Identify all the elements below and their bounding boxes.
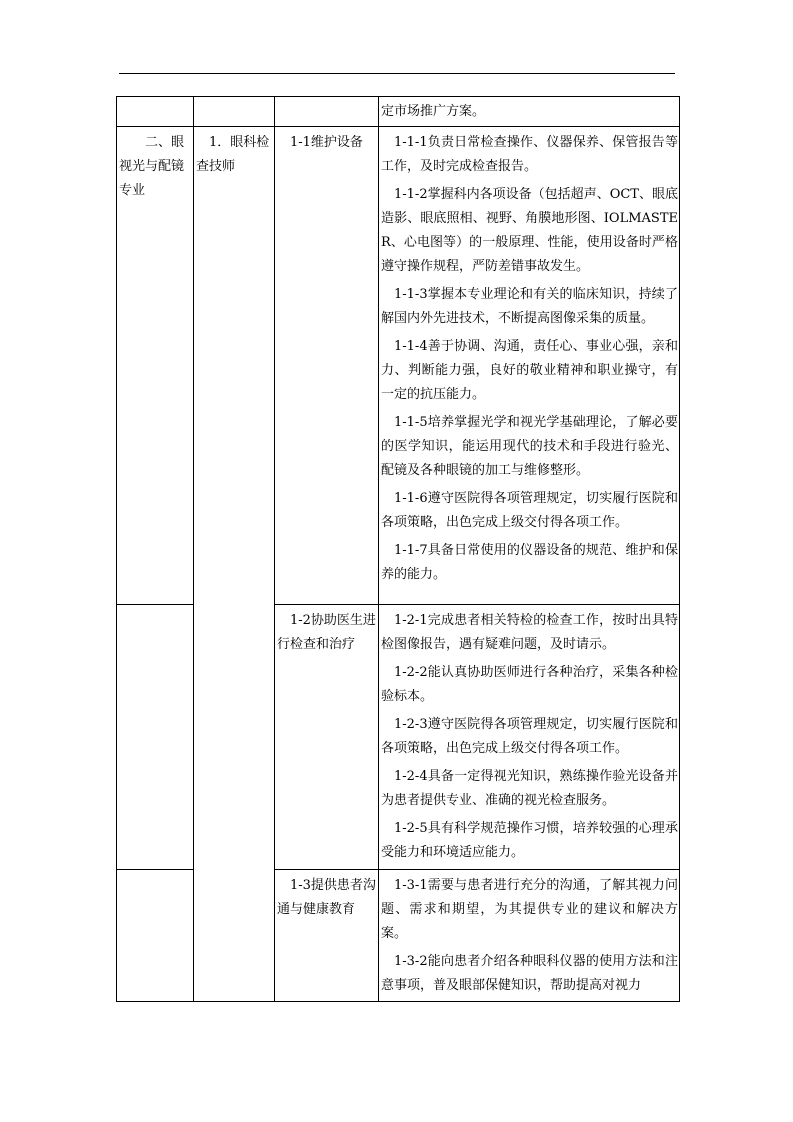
task-cell [275,605,379,870]
position-cell [194,127,275,1002]
header-rule [119,73,675,74]
requirement-item: 1-1-6遵守医院得各项管理规定，切实履行医院和各项策略，出色完成上级交付得各项工作。 [381,491,678,530]
duty-table [116,96,680,1002]
category-cell [117,870,194,1002]
continued-text: 定市场推广方案。 [381,104,486,119]
requirement-item: 1-2-3遵守医院得各项管理规定，切实履行医院和各项策略，出色完成上级交付得各项工作。 [381,717,678,756]
requirement-item: 1-1-1负责日常检查操作、仪器保养、保管报告等工作，及时完成检查报告。 [381,135,678,174]
requirement-item: 1-1-3掌握本专业理论和有关的临床知识，持续了解国内外先进技术，不断提高图像采集的质量。 [381,287,678,326]
requirement-item: 1-2-4具备一定得视光知识，熟练操作验光设备并为患者提供专业、准确的视光检查服务。 [381,769,678,808]
requirement-item: 1-2-2能认真协助医师进行各种治疗，采集各种检验标本。 [381,665,678,704]
requirements-cell [379,127,680,605]
requirement-item: 1-1-5培养掌握光学和视光学基础理论，了解必要的医学知识，能运用现代的技术和手段进行验光、配镜及各种眼镜的加工与维修整形。 [381,415,678,478]
task-text: 1-2协助医生进行检查和治疗 [277,613,376,652]
category-cell [117,605,194,870]
category-text: 二、眼视光与配镜专业 [119,135,185,198]
task-cell [275,127,379,605]
requirements-cell [379,870,680,1002]
requirement-item: 1-1-4善于协调、沟通，责任心、事业心强，亲和力、判断能力强，良好的敬业精神和职业操守，有一定的抗压能力。 [381,339,678,402]
requirement-item: 1-3-2能向患者介绍各种眼科仪器的使用方法和注意事项，普及眼部保健知识，帮助提高对视力 [381,954,678,993]
task-text: 1-3提供患者沟通与健康教育 [277,878,376,917]
requirement-item: 1-1-2掌握科内各项设备（包括超声、OCT、眼底造影、眼底照相、视野、角膜地形图、IOLMASTER、心电图等）的一般原理、性能，使用设备时严格遵守操作规程，严防差错事故发生。 [381,187,678,274]
requirement-item: 1-3-1需要与患者进行充分的沟通，了解其视力问题、需求和期望，为其提供专业的建议和解决方案。 [381,878,678,941]
requirements-cell [379,605,680,870]
requirement-item: 1-2-5具有科学规范操作习惯，培养较强的心理承受能力和环境适应能力。 [381,821,678,860]
position-text: 1．眼科检查技师 [196,135,270,174]
table-row [117,127,680,605]
requirement-item: 1-1-7具备日常使用的仪器设备的规范、维护和保养的能力。 [381,543,678,582]
table-cell [194,97,275,127]
requirement-item: 1-2-1完成患者相关特检的检查工作，按时出具特检图像报告，遇有疑难问题，及时请示。 [381,613,678,652]
table-row [117,97,680,127]
table-cell [275,97,379,127]
table-cell [117,97,194,127]
table-cell [379,97,680,127]
task-cell [275,870,379,1002]
task-text: 1-1维护设备 [290,135,363,150]
category-cell [117,127,194,605]
